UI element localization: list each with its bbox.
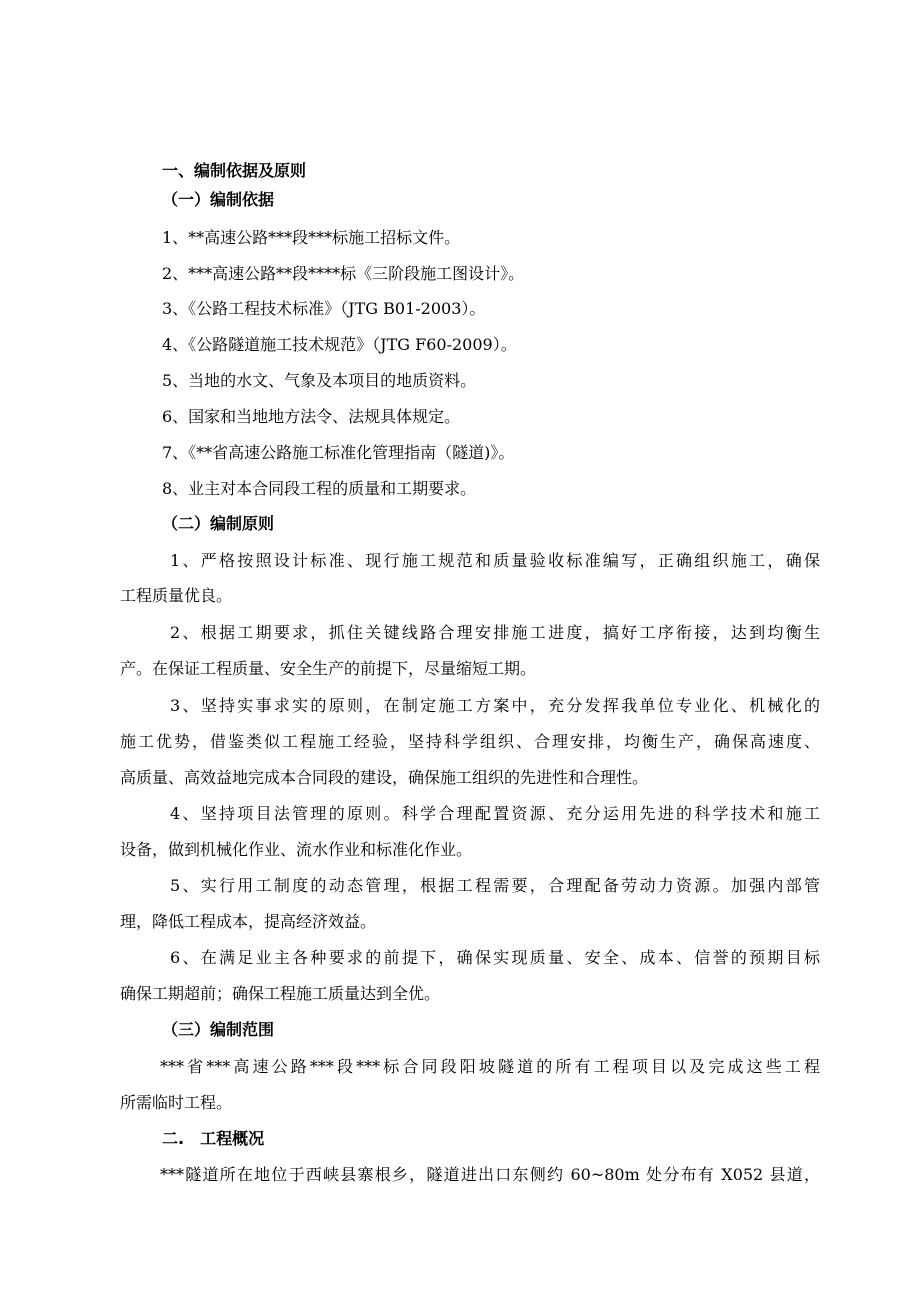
principle-2-line-2: 产。在保证工程质量、安全生产的前提下，尽量缩短工期。 bbox=[120, 659, 537, 678]
principle-6-line-2: 确保工期超前；确保工程施工质量达到全优。 bbox=[120, 984, 441, 1003]
principle-1-line-1: 1、严格按照设计标准、现行施工规范和质量验收标准编写，正确组织施工，确保 bbox=[170, 551, 820, 570]
scope-line-1: ***省***高速公路***段***标合同段阳坡隧道的所有工程项目以及完成这些工程 bbox=[160, 1057, 820, 1076]
principle-1-line-2: 工程质量优良。 bbox=[120, 586, 233, 605]
scope-line-2: 所需临时工程。 bbox=[120, 1093, 233, 1112]
overview-line-1: ***隧道所在地位于西峡县寨根乡，隧道进出口东侧约 60~80m 处分布有 X052 县道， bbox=[160, 1165, 820, 1184]
basis-item-5: 5、当地的水文、气象及本项目的地质资料。 bbox=[162, 371, 477, 390]
basis-item-7: 7、《**省高速公路施工标准化管理指南（隧道)》。 bbox=[162, 443, 515, 462]
principle-2-line-1: 2、根据工期要求，抓住关键线路合理安排施工进度，搞好工序衔接，达到均衡生 bbox=[170, 623, 820, 642]
section-2-heading: 二. 工程概况 bbox=[162, 1129, 265, 1148]
basis-item-2: 2、***高速公路**段****标《三阶段施工图设计》。 bbox=[162, 264, 525, 283]
principle-4-line-2: 设备，做到机械化作业、流水作业和标准化作业。 bbox=[120, 840, 473, 859]
subsection-1-heading: （一）编制依据 bbox=[162, 190, 275, 209]
principle-3-line-2: 施工优势，借鉴类似工程施工经验，坚持科学组织、合理安排，均衡生产，确保高速度、 bbox=[120, 732, 820, 751]
basis-item-1: 1、**高速公路***段***标施工招标文件。 bbox=[162, 228, 461, 247]
basis-item-8: 8、业主对本合同段工程的质量和工期要求。 bbox=[162, 479, 477, 498]
basis-item-6: 6、国家和当地地方法令、法规具体规定。 bbox=[162, 407, 461, 426]
principle-5-line-2: 理，降低工程成本，提高经济效益。 bbox=[120, 912, 377, 931]
principle-6-line-1: 6、在满足业主各种要求的前提下，确保实现质量、安全、成本、信誉的预期目标 bbox=[170, 948, 820, 967]
principle-3-line-1: 3、坚持实事求实的原则，在制定施工方案中，充分发挥我单位专业化、机械化的 bbox=[170, 696, 820, 715]
section-1-heading: 一、编制依据及原则 bbox=[162, 161, 307, 180]
subsection-2-heading: （二）编制原则 bbox=[162, 514, 275, 533]
basis-item-4: 4、《公路隧道施工技术规范》（JTG F60-2009）。 bbox=[162, 335, 517, 354]
basis-item-3: 3、《公路工程技术标准》（JTG B01-2003）。 bbox=[162, 299, 486, 318]
principle-5-line-1: 5、实行用工制度的动态管理，根据工程需要，合理配备劳动力资源。加强内部管 bbox=[170, 876, 820, 895]
subsection-3-heading: （三）编制范围 bbox=[162, 1020, 275, 1039]
principle-3-line-3: 高质量、高效益地完成本合同段的建设，确保施工组织的先进性和合理性。 bbox=[120, 768, 649, 787]
principle-4-line-1: 4、坚持项目法管理的原则。科学合理配置资源、充分运用先进的科学技术和施工 bbox=[170, 804, 820, 823]
